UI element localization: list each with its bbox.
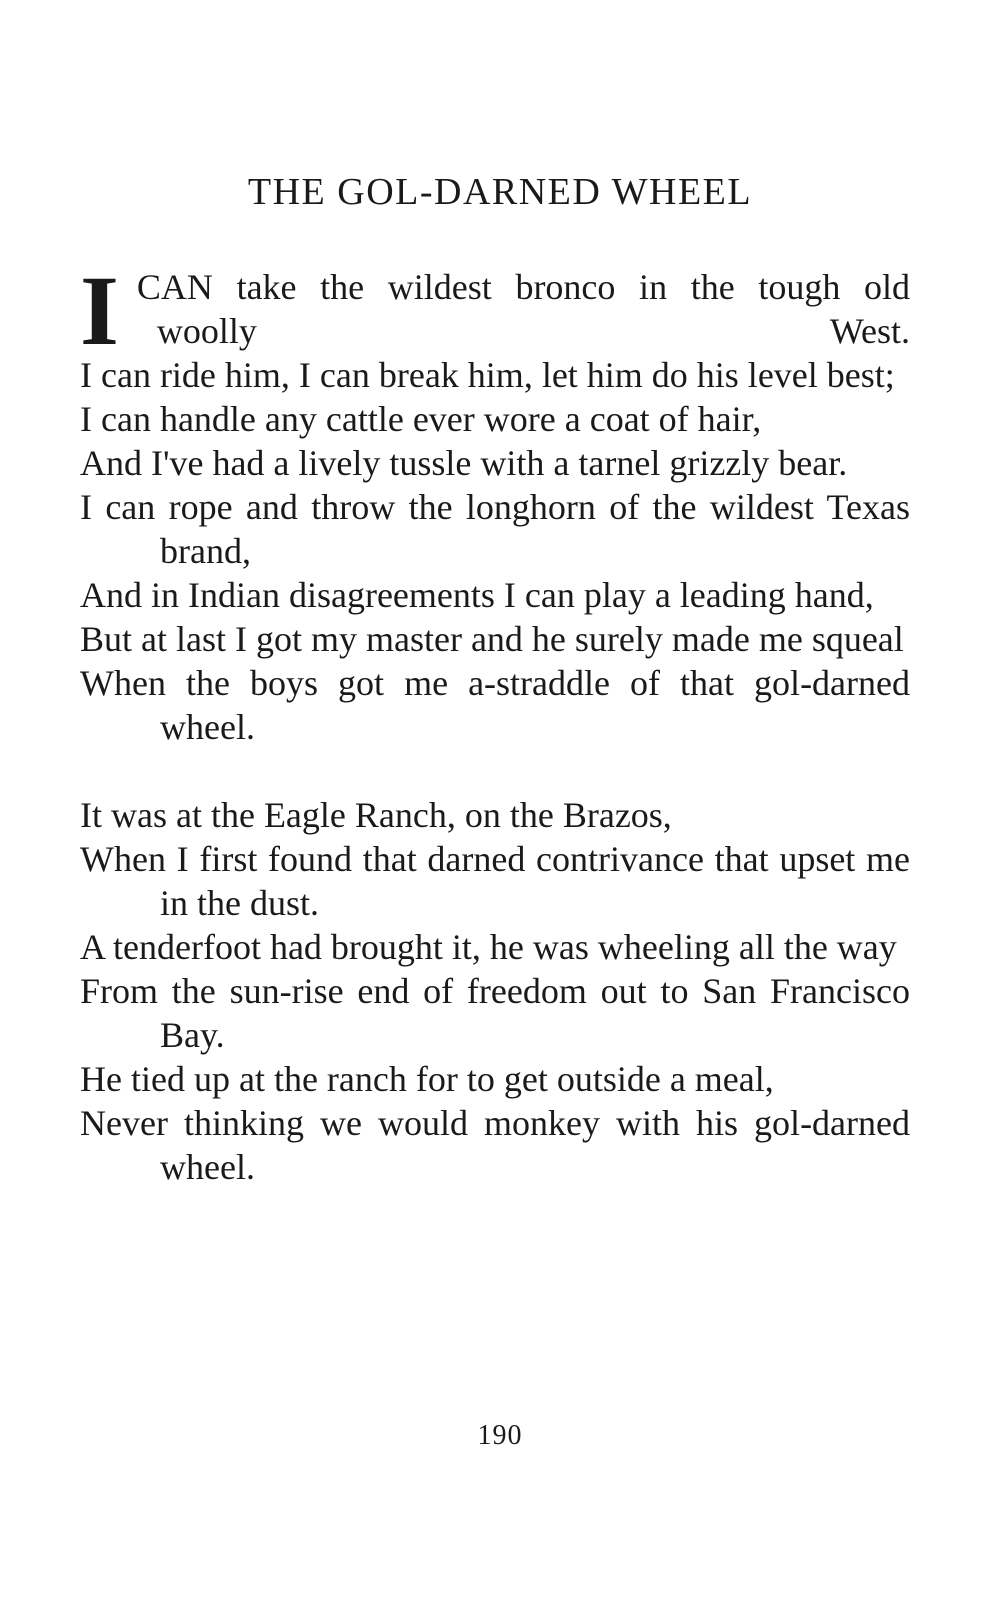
stanza-break <box>80 749 910 793</box>
poem-line: Never thinking we would monkey with his gol-darned wheel. <box>80 1103 910 1187</box>
drop-cap: I <box>80 255 119 366</box>
poem-line: When the boys got me a-straddle of that gol-darned wheel. <box>80 663 910 747</box>
poem-line-continuation: woolly West. <box>156 311 910 351</box>
poem-line: And in Indian disagreements I can play a leading hand, <box>80 575 874 615</box>
poem-line: He tied up at the ranch for to get outside a meal, <box>80 1059 774 1099</box>
poem-line: I can ride him, I can break him, let him do his level best; <box>80 355 895 395</box>
poem-line: I can handle any cattle ever wore a coat of hair, <box>80 399 762 439</box>
poem-line: From the sun-rise end of freedom out to San Francisco Bay. <box>80 971 910 1055</box>
poem-line-first <box>80 255 910 366</box>
poem-line: When I first found that darned contrivance that upset me in the dust. <box>80 839 910 923</box>
poem-body <box>80 255 910 1189</box>
poem-line: And I've had a lively tussle with a tarnel grizzly bear. <box>80 443 848 483</box>
poem-line: But at last I got my master and he surely made me squeal <box>80 619 904 659</box>
poem-line: I can rope and throw the longhorn of the wildest Texas brand, <box>80 487 910 571</box>
poem-line-text: CAN take the wildest bronco in the tough old <box>136 267 910 307</box>
poem-line: A tenderfoot had brought it, he was wheeling all the way <box>80 927 897 967</box>
poem-line: It was at the Eagle Ranch, on the Brazos, <box>80 795 672 835</box>
page-number: 190 <box>477 1420 523 1451</box>
poem-title: THE GOL-DARNED WHEEL <box>247 171 753 213</box>
